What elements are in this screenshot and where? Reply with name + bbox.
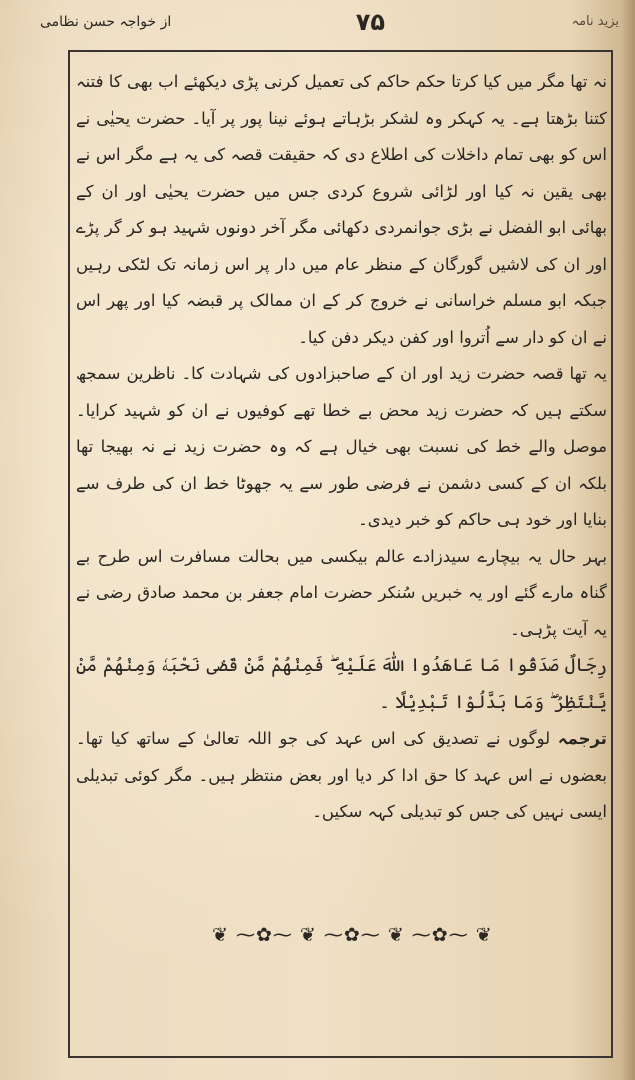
translation-paragraph <box>76 721 607 831</box>
header-author: از خواجہ حسن نظامی <box>40 14 172 30</box>
header-page-number: ۷۵ <box>355 8 385 36</box>
paragraph-3: بہر حال یہ بیچارے سیدزادے عالم بیکسی میں بحالت مسافرت اس طرح بے گناہ مارے گئے اور یہ خبریں سُنکر حضرت امام جعفر بن محمد صادق رضی نے یہ آیت پڑہی۔ <box>76 546 607 639</box>
header-book-title: یزید نامہ <box>571 14 619 29</box>
translation-text: لوگوں نے تصدیق کی اس عہد کی جو اللہ تعالیٰ کے ساتھ کیا تھا۔ بعضوں نے اس عہد کا حق ادا کر دیا اور بعض منتظر ہیں۔ مگر کوئی تبدیلی ایسی نہیں کی جس کو تبدیلی کہہ سکیں۔ <box>76 729 607 821</box>
body-text <box>76 64 607 831</box>
quranic-verse: رِجَالٌ صَدَقُوا مَا عَاهَدُوا اللّٰهَ عَلَيْهِ ۖ فَمِنْهُمْ مَّنْ قَضٰى نَحْبَهٗ وَمِنْهُمْ مَّنْ يَّنْتَظِرُ ۖ وَمَا بَدَّلُوْا تَبْدِيْلًا ۔ <box>76 655 607 713</box>
page-edge-shadow <box>621 0 635 1080</box>
translation-label: ترجمہ <box>557 729 607 748</box>
decorative-ornament: ❦ ⁓✿⁓ ❦ ⁓✿⁓ ❦ ⁓✿⁓ ❦ <box>212 924 493 946</box>
paragraph-1: نہ تھا مگر میں کیا کرتا حکم حاکم کی تعمیل کرنی پڑی دیکھئے اب بھی کا فتنہ کتنا بڑھتا ہے۔ یہ کہکر وہ لشکر بڑہاتے ہوئے نینا پور پر آیا۔ حضرت یحیٰی نے اس کو بھی تمام داخلات کی اطلاع دی کہ حقیقت قصہ کی یہ ہے مگر اس نے بھی یقین نہ کیا اور لڑائی شروع کردی جس میں حضرت یحیٰی اور ان کے بھائی ابو الفضل نے بڑی جوانمردی دکھائی مگر آخر دونوں شہید ہو کر گر پڑے اور ان کی لاشیں گورگان کے منظر عام میں دار پر اس زمانہ تک لٹکی رہیں جبکہ ابو مسلم خراسانی نے خروج کر کے ان ممالک پر قبضہ کیا اور پھر اس نے ان کو دار سے اُتروا اور کفن دیکر دفن کیا۔ <box>76 72 607 347</box>
running-header <box>40 8 625 38</box>
paragraph-2: یہ تھا قصہ حضرت زید اور ان کے صاحبزادوں کی شہادت کا۔ ناظرین سمجھ سکتے ہیں کہ حضرت زید محض بے خطا تھے کوفیوں نے ان کو شہید کرایا۔ موصل والے خط کی نسبت بھی خیال ہے کہ وہ حضرت زید نے نہ بھیجا تھا بلکہ ان کے کسی دشمن نے فرضی طور سے یہ جھوٹا خط ان کی طرف سے بنایا اور خود ہی حاکم کو خبر دیدی۔ <box>76 364 607 529</box>
